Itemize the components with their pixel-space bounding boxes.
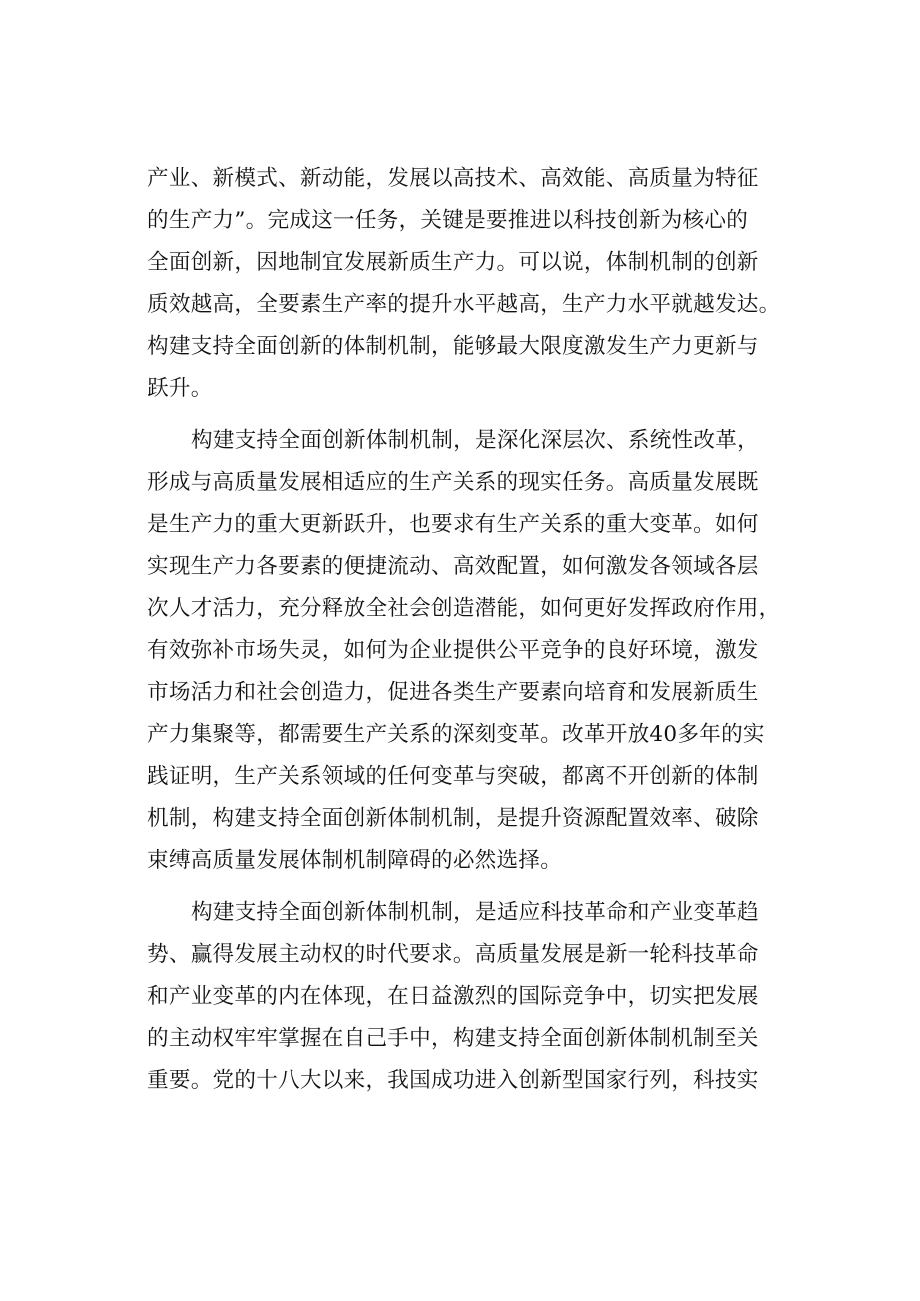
paragraph-line: 机制，构建支持全面创新体制机制，是提升资源配置效率、破除: [147, 806, 759, 831]
paragraph-2: [147, 420, 807, 882]
paragraph-line: 产力集聚等，都需要生产关系的深刻变革。改革开放40多年的实: [147, 722, 765, 747]
paragraph-line: 市场活力和社会创造力，促进各类生产要素向培育和发展新质生: [147, 680, 759, 705]
paragraph-line: 有效弥补市场失灵，如何为企业提供公平竞争的良好环境，激发: [147, 638, 759, 663]
paragraph-line: 全面创新，因地制宜发展新质生产力。可以说，体制机制的创新: [147, 250, 759, 275]
paragraph-3: [147, 892, 807, 1102]
paragraph-line: 践证明，生产关系领域的任何变革与突破，都离不开创新的体制: [147, 764, 759, 789]
paragraph-line: 构建支持全面创新体制机制，是适应科技革命和产业变革趋: [191, 900, 759, 925]
paragraph-line: 的主动权牢牢掌握在自己手中，构建支持全面创新体制机制至关: [147, 1026, 759, 1051]
paragraph-line: 质效越高，全要素生产率的提升水平越高，生产力水平就越发达。: [147, 292, 781, 317]
paragraph-line: 跃升。: [147, 376, 213, 401]
paragraph-line: 和产业变革的内在体现，在日益激烈的国际竞争中，切实把发展: [147, 984, 759, 1009]
paragraph-line: 实现生产力各要素的便捷流动、高效配置，如何激发各领域各层: [147, 554, 759, 579]
paragraph-line: 重要。党的十八大以来，我国成功进入创新型国家行列，科技实: [147, 1068, 759, 1093]
paragraph-line: 束缚高质量发展体制机制障碍的必然选择。: [147, 848, 563, 873]
paragraph-line: 势、赢得发展主动权的时代要求。高质量发展是新一轮科技革命: [147, 942, 759, 967]
paragraph-1: [147, 158, 807, 410]
paragraph-line: 构建支持全面创新体制机制，是深化深层次、系统性改革，: [191, 428, 759, 453]
paragraph-line: 次人才活力，充分释放全社会创造潜能，如何更好发挥政府作用，: [147, 596, 781, 621]
paragraph-line: 产业、新模式、新动能，发展以高技术、高效能、高质量为特征: [147, 166, 759, 191]
paragraph-line: 的生产力”。完成这一任务，关键是要推进以科技创新为核心的: [147, 208, 749, 233]
paragraph-line: 是生产力的重大更新跃升，也要求有生产关系的重大变革。如何: [147, 512, 759, 537]
paragraph-line: 构建支持全面创新的体制机制，能够最大限度激发生产力更新与: [147, 334, 759, 359]
paragraph-line: 形成与高质量发展相适应的生产关系的现实任务。高质量发展既: [147, 470, 759, 495]
